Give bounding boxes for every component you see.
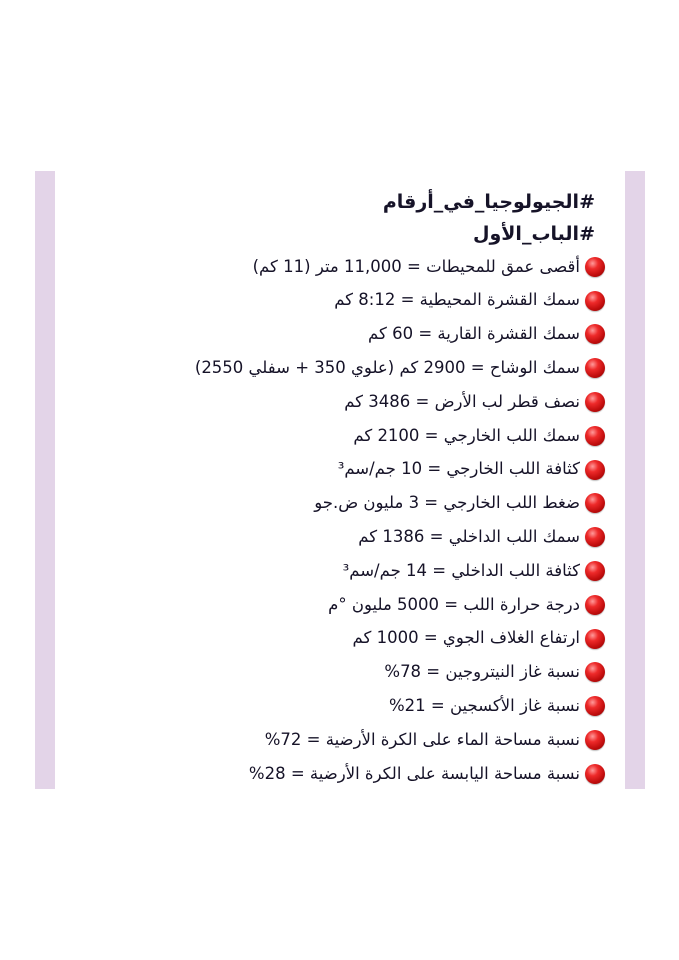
fact-water-area-ratio (100, 723, 605, 757)
fact-nitrogen-ratio (100, 656, 605, 690)
fact-core-temperature (100, 588, 605, 622)
red-ball-bullet-icon (585, 764, 605, 784)
fact-text: ارتفاع الغلاف الجوي = 1000 كم (352, 628, 580, 648)
fact-text: كثافة اللب الداخلي = 14 جم/سم³ (342, 560, 580, 580)
fact-outer-core-density (100, 453, 605, 487)
red-ball-bullet-icon (585, 561, 605, 581)
red-ball-bullet-icon (585, 392, 605, 412)
red-ball-bullet-icon (585, 730, 605, 750)
fact-text: نسبة غاز النيتروجين = 78% (384, 662, 580, 682)
red-ball-bullet-icon (585, 291, 605, 311)
red-ball-bullet-icon (585, 595, 605, 615)
fact-atmosphere-height (100, 622, 605, 656)
fact-text: سمك الوشاح = 2900 كم (علوي 350 + سفلي 2550) (194, 358, 580, 378)
hashtag-chapter-one[interactable]: #الباب_الأول (472, 223, 595, 245)
fact-text: سمك القشرة القارية = 60 كم (368, 324, 580, 344)
fact-text: سمك اللب الخارجي = 2100 كم (353, 425, 580, 445)
fact-land-area-ratio (100, 757, 605, 791)
facts-list (100, 250, 605, 791)
fact-text: أقصى عمق للمحيطات = 11,000 متر (11 كم) (252, 256, 580, 276)
red-ball-bullet-icon (585, 527, 605, 547)
red-ball-bullet-icon (585, 426, 605, 446)
fact-text: نسبة غاز الأكسجين = 21% (388, 696, 580, 715)
red-ball-bullet-icon (585, 696, 605, 716)
fact-outer-core-thickness (100, 419, 605, 453)
fact-oxygen-ratio (100, 689, 605, 723)
fact-outer-core-pressure (100, 487, 605, 521)
fact-text: نصف قطر لب الأرض = 3486 كم (344, 391, 580, 411)
red-ball-bullet-icon (585, 460, 605, 480)
red-ball-bullet-icon (585, 358, 605, 378)
fact-text: كثافة اللب الخارجي = 10 جم/سم³ (337, 459, 580, 479)
fact-text: نسبة مساحة الماء على الكرة الأرضية = 72% (264, 729, 580, 749)
left-decorative-bar (35, 171, 55, 789)
fact-inner-core-density (100, 554, 605, 588)
fact-text: ضغط اللب الخارجي = 3 مليون ض.جو (314, 493, 580, 513)
fact-ocean-max-depth (100, 250, 605, 284)
fact-text: سمك القشرة المحيطية = 8:12 كم (334, 290, 580, 310)
red-ball-bullet-icon (585, 257, 605, 277)
right-decorative-bar (625, 171, 645, 789)
red-ball-bullet-icon (585, 493, 605, 513)
red-ball-bullet-icon (585, 629, 605, 649)
fact-oceanic-crust-thickness (100, 284, 605, 318)
fact-text: سمك اللب الداخلي = 1386 كم (358, 527, 580, 547)
geology-numbers-card (100, 186, 605, 791)
fact-text: درجة حرارة اللب = 5000 مليون °م (328, 594, 580, 614)
red-ball-bullet-icon (585, 324, 605, 344)
fact-text: نسبة مساحة اليابسة على الكرة الأرضية = 28% (248, 763, 580, 783)
red-ball-bullet-icon (585, 662, 605, 682)
fact-inner-core-thickness (100, 520, 605, 554)
hashtag-geology-in-numbers[interactable]: #الجيولوجيا_في_أرقام (382, 191, 595, 213)
fact-core-radius (100, 385, 605, 419)
fact-continental-crust-thickness (100, 318, 605, 352)
fact-mantle-thickness (100, 351, 605, 385)
